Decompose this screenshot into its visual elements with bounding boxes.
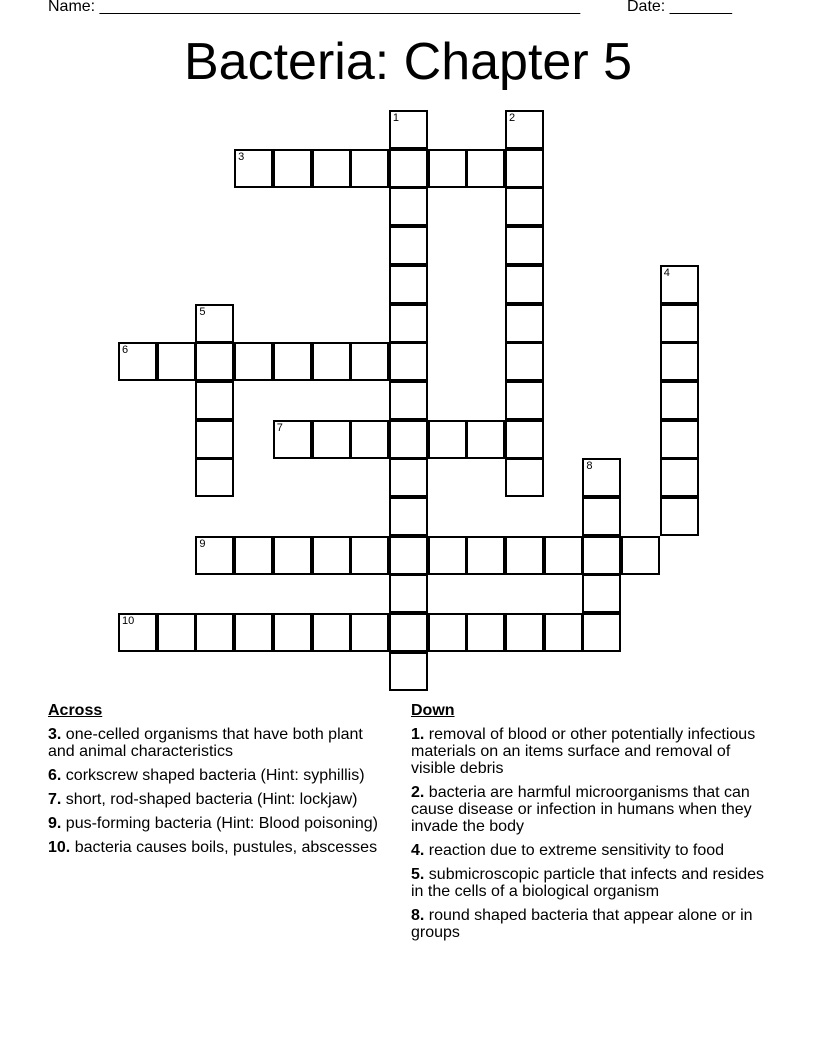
clue-number: 10.	[48, 839, 71, 856]
date-field[interactable]: Date: _______	[627, 0, 732, 15]
grid-cell[interactable]	[660, 381, 699, 420]
grid-cell[interactable]	[389, 420, 428, 459]
clue-number: 2.	[411, 784, 425, 801]
clue-text: round shaped bacteria that appear alone or in groups	[411, 907, 753, 941]
clue-text: bacteria causes boils, pustules, abscesses	[70, 839, 378, 856]
grid-cell[interactable]	[312, 536, 351, 575]
grid-cell[interactable]	[157, 613, 196, 652]
clue-number-label: 4	[663, 266, 670, 279]
grid-cell[interactable]	[389, 536, 428, 575]
grid-cell[interactable]	[312, 613, 351, 652]
clue-text: submicroscopic particle that infects and resides in the cells of a biological organism	[411, 866, 765, 900]
clue-number: 9.	[48, 815, 62, 832]
clue-text: corkscrew shaped bacteria (Hint: syphillis)	[61, 767, 365, 784]
clue-number: 8.	[411, 907, 425, 924]
grid-cell[interactable]	[582, 536, 621, 575]
down-clues	[411, 700, 771, 948]
grid-cell[interactable]	[582, 613, 621, 652]
page-title: Bacteria: Chapter 5	[183, 33, 633, 91]
grid-cell[interactable]	[389, 652, 428, 691]
grid-cell[interactable]	[505, 536, 544, 575]
clue-across-7	[48, 791, 378, 808]
grid-cell[interactable]	[466, 536, 505, 575]
grid-cell[interactable]	[389, 226, 428, 265]
clue-across-10	[48, 839, 378, 856]
grid-cell[interactable]	[389, 304, 428, 343]
name-field[interactable]: Name: ______________________________________________________	[48, 0, 581, 15]
clue-number-label: 10	[122, 615, 135, 628]
grid-cell[interactable]	[466, 149, 505, 188]
grid-cell[interactable]	[582, 574, 621, 613]
grid-cell[interactable]	[660, 265, 699, 304]
grid-cell[interactable]	[505, 187, 544, 226]
clue-number-label: 7	[276, 421, 283, 434]
grid-cell[interactable]	[389, 342, 428, 381]
grid-cell[interactable]	[350, 536, 389, 575]
grid-cell[interactable]	[234, 342, 273, 381]
grid-cell[interactable]	[505, 381, 544, 420]
clue-text: removal of blood or other potentially infectious materials on an items surface and removal of visible debris	[411, 726, 756, 777]
grid-cell[interactable]	[195, 613, 234, 652]
grid-cell[interactable]	[273, 342, 312, 381]
grid-cell[interactable]	[660, 304, 699, 343]
clue-number: 3.	[48, 726, 62, 743]
grid-cell[interactable]	[234, 536, 273, 575]
grid-cell[interactable]	[273, 420, 312, 459]
clue-number-label: 2	[509, 112, 516, 124]
clue-down-2	[411, 784, 771, 835]
clue-down-5	[411, 866, 771, 900]
clue-number-label: 9	[199, 537, 206, 550]
grid-cell[interactable]	[350, 420, 389, 459]
clue-number-label: 6	[122, 344, 129, 357]
grid-cell[interactable]	[505, 420, 544, 459]
across-clues	[48, 700, 378, 863]
grid-cell[interactable]	[660, 420, 699, 459]
clue-down-8	[411, 907, 771, 941]
clue-down-4	[411, 842, 771, 859]
clue-across-3	[48, 726, 378, 760]
grid-cell[interactable]	[195, 536, 234, 575]
grid-cell[interactable]	[350, 149, 389, 188]
clue-number: 6.	[48, 767, 62, 784]
grid-cell[interactable]	[428, 420, 467, 459]
down-heading: Down	[411, 702, 455, 719]
grid-cell[interactable]	[350, 342, 389, 381]
grid-cell[interactable]	[505, 613, 544, 652]
grid-cell[interactable]	[389, 265, 428, 304]
grid-cell[interactable]	[389, 497, 428, 536]
grid-cell[interactable]	[660, 458, 699, 497]
clue-number-label: 8	[586, 460, 593, 473]
clue-number: 4.	[411, 842, 425, 859]
grid-cell[interactable]	[389, 149, 428, 188]
grid-cell[interactable]	[466, 613, 505, 652]
grid-cell[interactable]	[505, 265, 544, 304]
clue-text: reaction due to extreme sensitivity to food	[424, 842, 725, 859]
grid-cell[interactable]	[389, 110, 428, 149]
grid-cell[interactable]	[389, 458, 428, 497]
grid-cell[interactable]	[582, 458, 621, 497]
clue-across-6	[48, 767, 378, 784]
grid-cell[interactable]	[466, 420, 505, 459]
grid-cell[interactable]	[273, 149, 312, 188]
grid-cell[interactable]	[544, 536, 583, 575]
grid-cell[interactable]	[505, 304, 544, 343]
grid-cell[interactable]	[428, 613, 467, 652]
grid-cell[interactable]	[505, 110, 544, 149]
grid-cell[interactable]	[389, 613, 428, 652]
grid-cell[interactable]	[428, 149, 467, 188]
grid-cell[interactable]	[195, 381, 234, 420]
clue-text: pus-forming bacteria (Hint: Blood poisoning)	[61, 815, 378, 832]
grid-cell[interactable]	[157, 342, 196, 381]
clue-number-label: 3	[238, 150, 245, 163]
grid-cell[interactable]	[389, 574, 428, 613]
grid-cell[interactable]	[234, 613, 273, 652]
grid-cell[interactable]	[660, 497, 699, 536]
grid-cell[interactable]	[195, 304, 234, 343]
grid-cell[interactable]	[621, 536, 660, 575]
grid-cell[interactable]	[660, 342, 699, 381]
grid-cell[interactable]	[389, 187, 428, 226]
grid-cell[interactable]	[350, 613, 389, 652]
clue-number: 1.	[411, 726, 425, 743]
grid-cell[interactable]	[273, 536, 312, 575]
grid-cell[interactable]	[505, 226, 544, 265]
grid-cell[interactable]	[428, 536, 467, 575]
grid-cell[interactable]	[234, 149, 273, 188]
grid-cell[interactable]	[195, 342, 234, 381]
grid-cell[interactable]	[505, 342, 544, 381]
clue-number-label: 1	[392, 112, 400, 124]
grid-cell[interactable]	[312, 342, 351, 381]
grid-cell[interactable]	[505, 458, 544, 497]
grid-cell[interactable]	[312, 420, 351, 459]
grid-cell[interactable]	[505, 149, 544, 188]
grid-cell[interactable]	[118, 613, 157, 652]
clue-number: 5.	[411, 866, 425, 883]
grid-cell[interactable]	[389, 381, 428, 420]
across-heading: Across	[48, 702, 103, 719]
grid-cell[interactable]	[544, 613, 583, 652]
clue-down-1	[411, 726, 771, 777]
grid-cell[interactable]	[195, 420, 234, 459]
grid-cell[interactable]	[195, 458, 234, 497]
grid-cell[interactable]	[118, 342, 157, 381]
clue-text: bacteria are harmful microorganisms that can cause disease or infection in humans when they invade the body	[411, 784, 752, 835]
grid-cell[interactable]	[312, 149, 351, 188]
grid-cell[interactable]	[273, 613, 312, 652]
grid-cell[interactable]	[582, 497, 621, 536]
clue-across-9	[48, 815, 378, 832]
clue-number-label: 5	[199, 305, 206, 318]
clue-text: one-celled organisms that have both plant and animal characteristics	[48, 726, 363, 760]
clue-text: short, rod-shaped bacteria (Hint: lockjaw)	[61, 791, 358, 808]
clue-number: 7.	[48, 791, 62, 808]
